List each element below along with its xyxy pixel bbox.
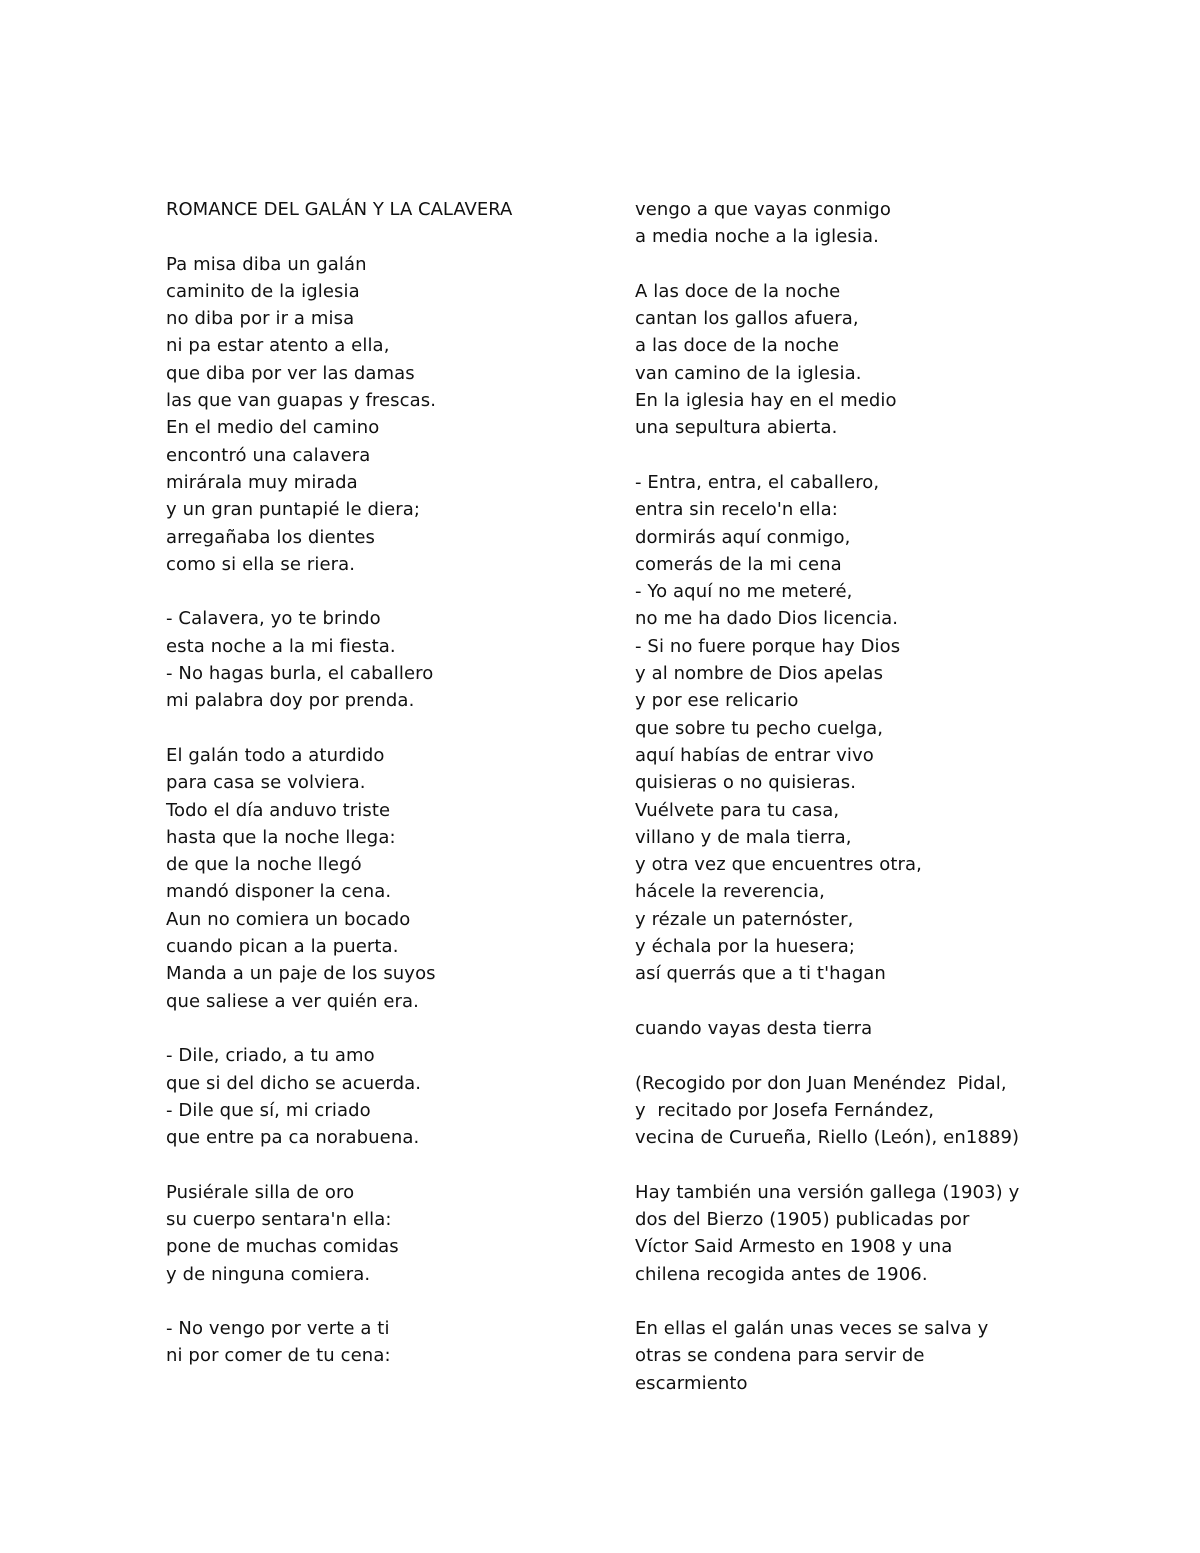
verse-line: cantan los gallos afuera,: [635, 308, 859, 330]
verse-line: Pa misa diba un galán: [166, 253, 367, 275]
blank-line: [635, 988, 1075, 1015]
verse-line: arregañaba los dientes: [166, 526, 375, 548]
verse-line: que entre pa ca norabuena.: [166, 1127, 420, 1149]
verse-line: mandó disponer la cena.: [166, 881, 392, 903]
verse-line: A las doce de la noche: [635, 280, 841, 302]
left-column-lines: [166, 223, 596, 1369]
blank-line: [635, 251, 1075, 278]
verse-line: las que van guapas y frescas.: [166, 390, 437, 412]
verse-line: pone de muchas comidas: [166, 1236, 399, 1258]
verse-line: ni por comer de tu cena:: [166, 1345, 391, 1367]
verse-line: y otra vez que encuentres otra,: [635, 854, 922, 876]
verse-line: hácele la reverencia,: [635, 881, 826, 903]
verse-line: cuando vayas desta tierra: [635, 1017, 873, 1039]
verse-line: (Recogido por don Juan Menéndez Pidal,: [635, 1072, 1007, 1094]
verse-line: encontró una calavera: [166, 444, 371, 466]
verse-line: van camino de la iglesia.: [635, 362, 862, 384]
verse-line: para casa se volviera.: [166, 772, 366, 794]
blank-line: [166, 578, 596, 605]
blank-line: [635, 1151, 1075, 1178]
verse-line: - Entra, entra, el caballero,: [635, 471, 880, 493]
verse-line: - Dile, criado, a tu amo: [166, 1045, 375, 1067]
left-column: [166, 196, 596, 1370]
verse-line: a media noche a la iglesia.: [635, 226, 879, 248]
verse-line: comerás de la mi cena: [635, 553, 842, 575]
blank-line: [166, 715, 596, 742]
verse-line: aquí habías de entrar vivo: [635, 744, 874, 766]
verse-line: que diba por ver las damas: [166, 362, 415, 384]
verse-line: otras se condena para servir de: [635, 1345, 925, 1367]
verse-line: - Calavera, yo te brindo: [166, 608, 381, 630]
verse-line: Hay también una versión gallega (1903) y: [635, 1181, 1020, 1203]
verse-line: y rézale un paternóster,: [635, 908, 854, 930]
verse-line: Víctor Said Armesto en 1908 y una: [635, 1236, 953, 1258]
verse-line: En ellas el galán unas veces se salva y: [635, 1318, 989, 1340]
blank-line: [635, 442, 1075, 469]
verse-line: mi palabra doy por prenda.: [166, 690, 415, 712]
poem-title: ROMANCE DEL GALÁN Y LA CALAVERA: [166, 199, 513, 220]
verse-line: - Yo aquí no me meteré,: [635, 581, 853, 603]
verse-line: - Si no fuere porque hay Dios: [635, 635, 901, 657]
blank-line: [166, 1151, 596, 1178]
verse-line: Vuélvete para tu casa,: [635, 799, 840, 821]
blank-line: [166, 223, 596, 250]
verse-line: no me ha dado Dios licencia.: [635, 608, 899, 630]
verse-line: ni pa estar atento a ella,: [166, 335, 390, 357]
verse-line: y un gran puntapié le diera;: [166, 499, 421, 521]
verse-line: que saliese a ver quién era.: [166, 990, 419, 1012]
verse-line: dos del Bierzo (1905) publicadas por: [635, 1208, 970, 1230]
verse-line: como si ella se riera.: [166, 553, 356, 575]
verse-line: villano y de mala tierra,: [635, 826, 852, 848]
verse-line: que si del dicho se acuerda.: [166, 1072, 422, 1094]
verse-line: esta noche a la mi fiesta.: [166, 635, 396, 657]
verse-line: El galán todo a aturdido: [166, 744, 385, 766]
verse-line: su cuerpo sentara'n ella:: [166, 1208, 392, 1230]
verse-line: y de ninguna comiera.: [166, 1263, 371, 1285]
blank-line: [635, 1042, 1075, 1069]
verse-line: escarmiento: [635, 1372, 748, 1394]
verse-line: vecina de Curueña, Riello (León), en1889): [635, 1127, 1020, 1149]
blank-line: [166, 1288, 596, 1315]
verse-line: Todo el día anduvo triste: [166, 799, 391, 821]
verse-line: vengo a que vayas conmigo: [635, 199, 891, 220]
verse-line: dormirás aquí conmigo,: [635, 526, 851, 548]
right-column-lines: [635, 196, 1075, 1397]
verse-line: En la iglesia hay en el medio: [635, 390, 897, 412]
verse-line: y recitado por Josefa Fernández,: [635, 1099, 935, 1121]
blank-line: [166, 1015, 596, 1042]
verse-line: una sepultura abierta.: [635, 417, 838, 439]
verse-line: - Dile que sí, mi criado: [166, 1099, 371, 1121]
verse-line: no diba por ir a misa: [166, 308, 355, 330]
verse-line: - No hagas burla, el caballero: [166, 663, 434, 685]
verse-line: chilena recogida antes de 1906.: [635, 1263, 928, 1285]
verse-line: Pusiérale silla de oro: [166, 1181, 355, 1203]
verse-line: mirárala muy mirada: [166, 471, 358, 493]
verse-line: entra sin recelo'n ella:: [635, 499, 838, 521]
verse-line: Aun no comiera un bocado: [166, 908, 411, 930]
blank-line: [635, 1288, 1075, 1315]
verse-line: y por ese relicario: [635, 690, 799, 712]
verse-line: de que la noche llegó: [166, 854, 362, 876]
verse-line: cuando pican a la puerta.: [166, 936, 399, 958]
verse-line: - No vengo por verte a ti: [166, 1318, 390, 1340]
right-column: [635, 196, 1075, 1397]
verse-line: a las doce de la noche: [635, 335, 839, 357]
verse-line: Manda a un paje de los suyos: [166, 963, 436, 985]
verse-line: así querrás que a ti t'hagan: [635, 963, 886, 985]
verse-line: En el medio del camino: [166, 417, 380, 439]
verse-line: y al nombre de Dios apelas: [635, 663, 884, 685]
verse-line: caminito de la iglesia: [166, 280, 360, 302]
verse-line: hasta que la noche llega:: [166, 826, 396, 848]
verse-line: que sobre tu pecho cuelga,: [635, 717, 884, 739]
verse-line: quisieras o no quisieras.: [635, 772, 857, 794]
verse-line: y échala por la huesera;: [635, 936, 856, 958]
